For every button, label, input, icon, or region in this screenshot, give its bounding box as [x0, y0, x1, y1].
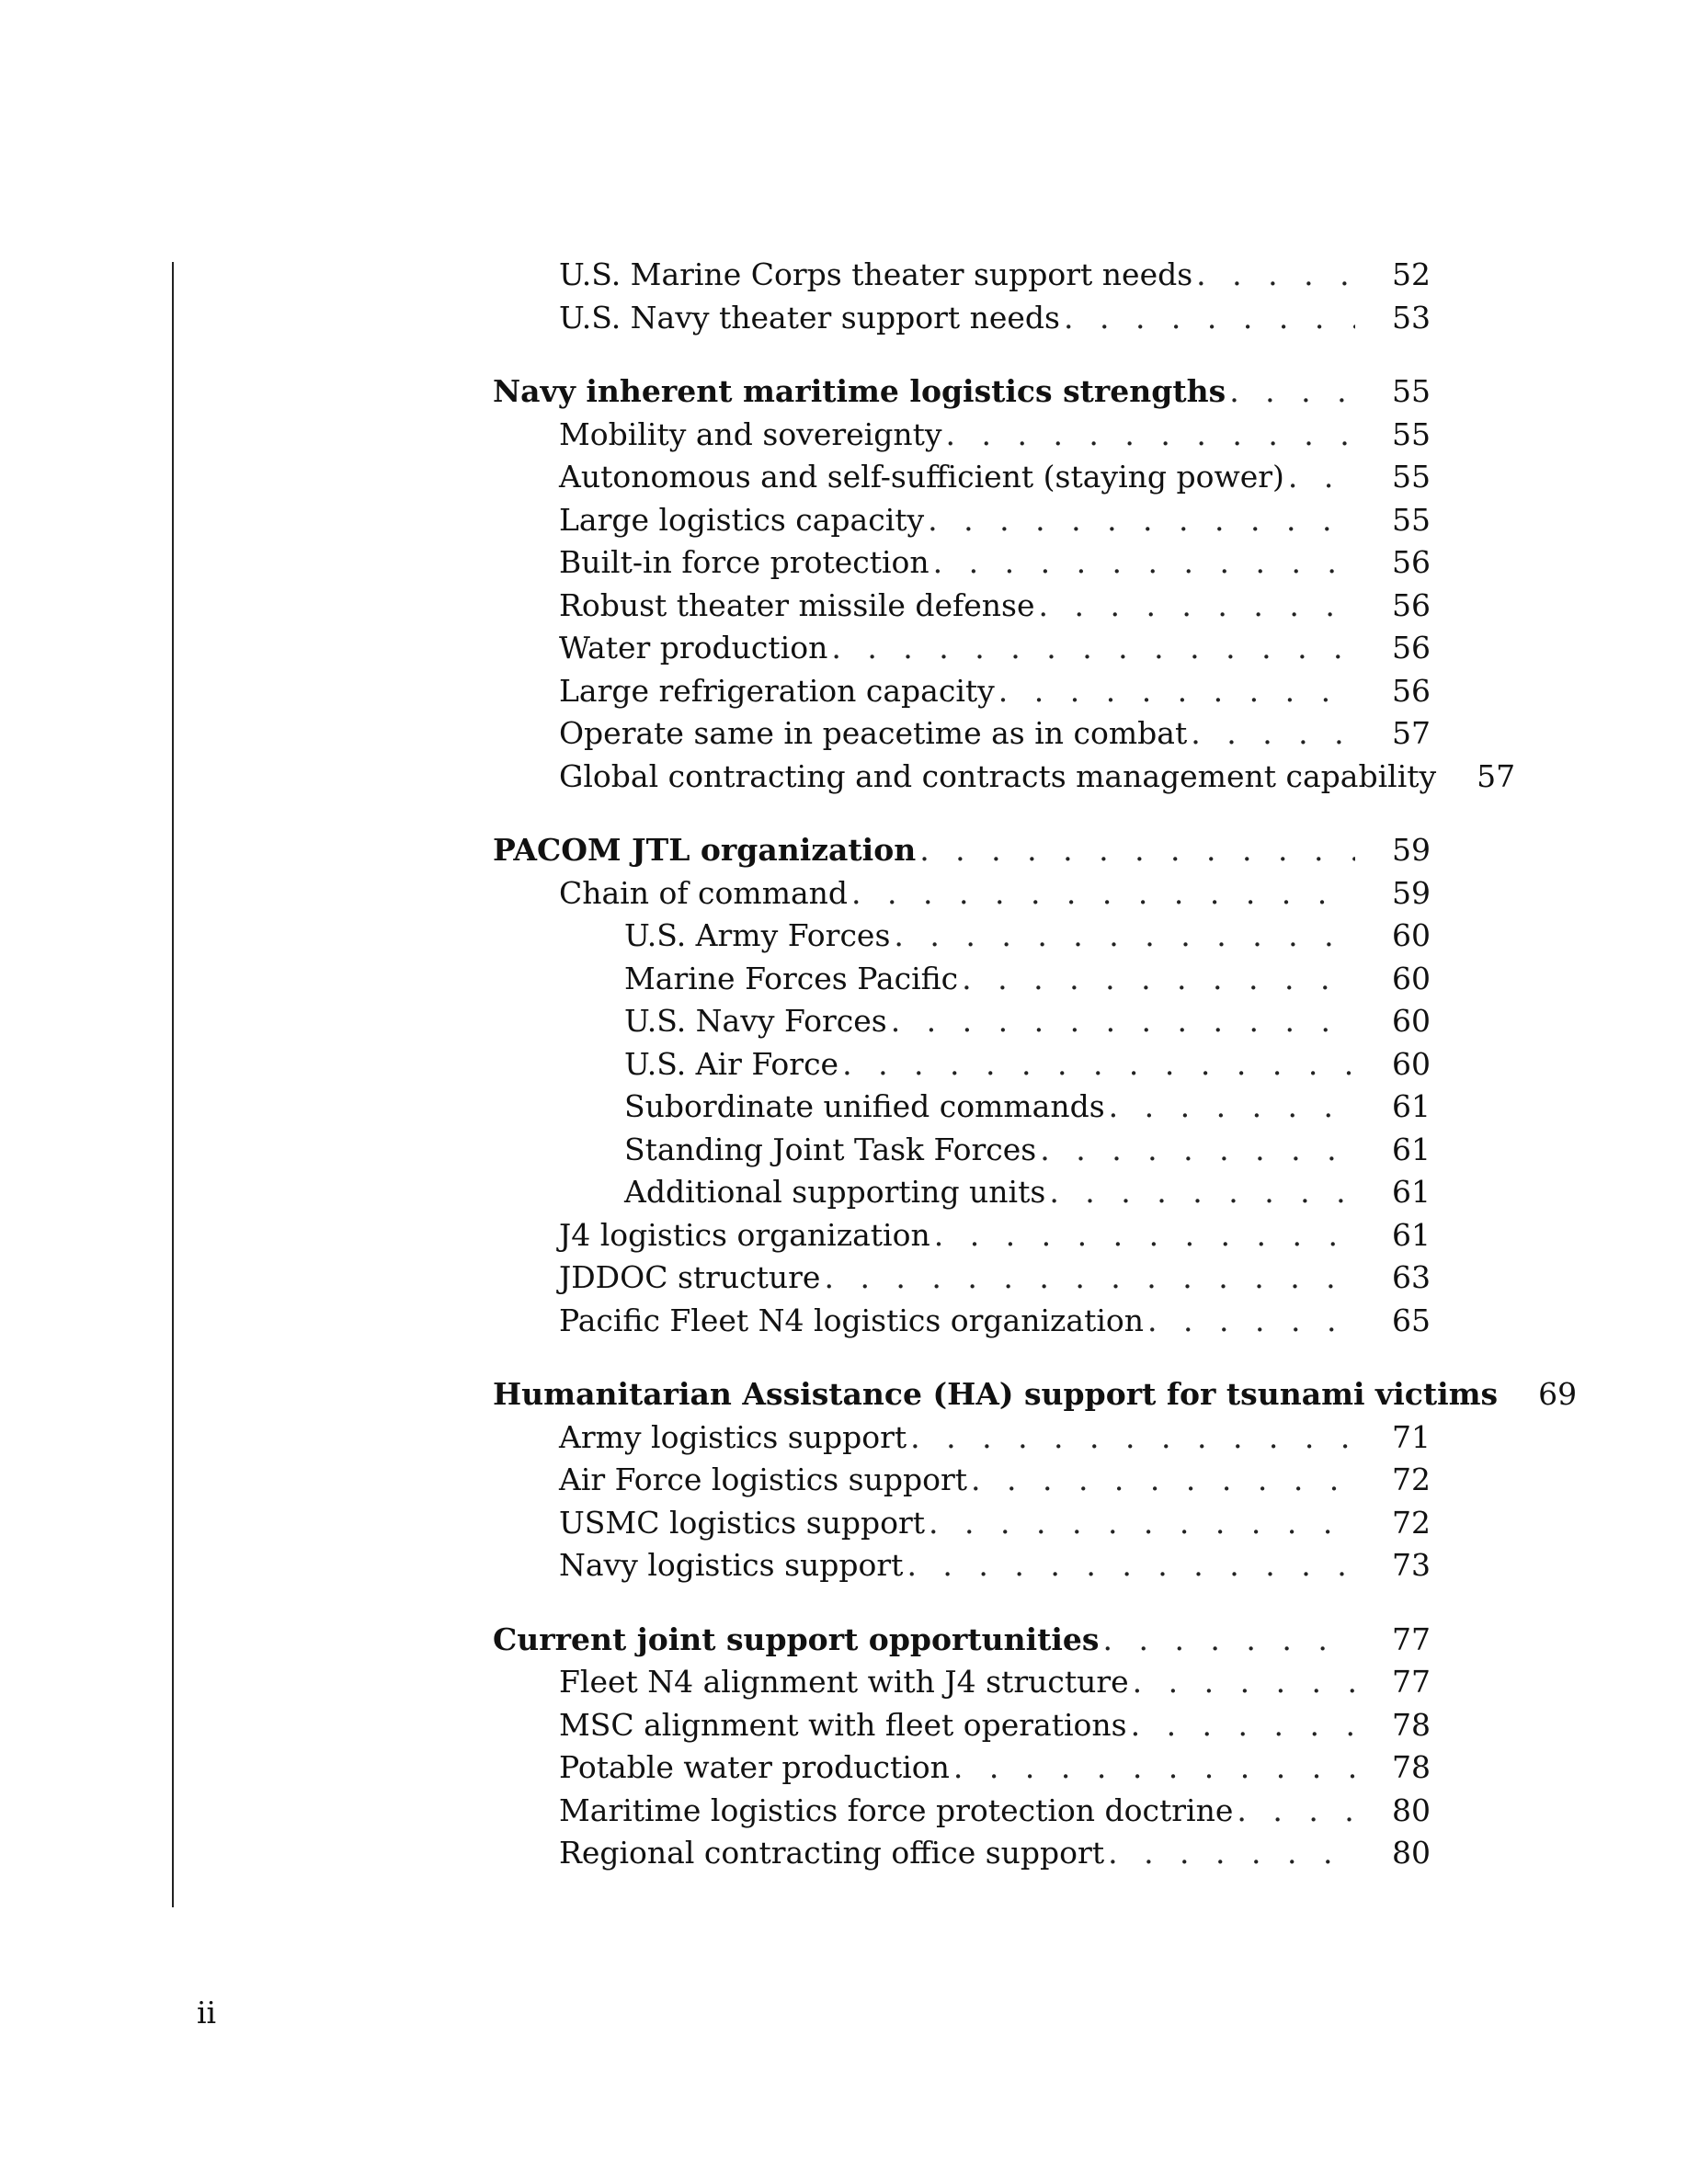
toc-entry[interactable]: [493, 499, 1431, 542]
toc-entry-title: U.S. Army Forces: [624, 917, 891, 953]
dot-leader: [1039, 585, 1355, 628]
toc-entry-title: Subordinate unified commands: [624, 1088, 1105, 1124]
toc-entry-title: Additional supporting units: [624, 1174, 1046, 1210]
section-gap: [493, 1587, 1431, 1619]
toc-entry[interactable]: [493, 1214, 1431, 1257]
toc-entry-title: J4 logistics organization: [559, 1216, 930, 1253]
toc-entry-title: Robust theater missile defense: [559, 586, 1035, 623]
toc-entry[interactable]: [493, 1746, 1431, 1790]
dot-leader: [1229, 370, 1355, 414]
dot-leader: [1108, 1832, 1355, 1875]
toc-entry-title: Large logistics capacity: [559, 501, 925, 538]
toc-entry-page-number: 55: [1392, 373, 1431, 409]
page-number-folio: ii: [197, 1995, 217, 2030]
toc-entry-page-number: 80: [1392, 1792, 1431, 1828]
toc-entry[interactable]: [493, 541, 1431, 585]
dot-leader: [1237, 1790, 1355, 1833]
toc-entry-page-number: 71: [1392, 1418, 1431, 1455]
dot-leader: [1064, 297, 1355, 340]
toc-entry[interactable]: [493, 297, 1431, 340]
toc-entry-page-number: 55: [1392, 415, 1431, 452]
dot-leader: [946, 414, 1356, 457]
toc-entry-page-number: 61: [1392, 1088, 1431, 1124]
toc-entry-page-number: 65: [1392, 1302, 1431, 1338]
toc-entry-page-number: 55: [1392, 459, 1431, 495]
toc-entry[interactable]: [493, 670, 1431, 713]
dot-leader: [929, 1502, 1355, 1545]
toc-entry[interactable]: [493, 958, 1431, 1001]
toc-entry-page-number: 60: [1392, 1003, 1431, 1039]
toc-entry-title: U.S. Marine Corps theater support needs: [559, 256, 1193, 292]
toc-entry-page-number: 77: [1392, 1664, 1431, 1700]
dot-leader: [971, 1459, 1355, 1502]
toc-entry[interactable]: [493, 1459, 1431, 1502]
toc-entry-title: Large refrigeration capacity: [559, 672, 995, 709]
toc-entry-page-number: 57: [1477, 757, 1516, 794]
toc-entry[interactable]: [493, 254, 1431, 297]
toc-entry[interactable]: [493, 585, 1431, 628]
toc-entry-page-number: 59: [1392, 874, 1431, 911]
toc-section-heading[interactable]: [493, 1619, 1431, 1662]
toc-entry-title: Maritime logistics force protection doctrine: [559, 1792, 1234, 1828]
toc-entry-title: Operate same in peacetime as in combat: [559, 715, 1188, 751]
toc-entry-title: Army logistics support: [559, 1418, 907, 1455]
dot-leader: [919, 829, 1355, 872]
toc-entry-page-number: 72: [1392, 1462, 1431, 1497]
toc-entry-page-number: 56: [1392, 544, 1431, 580]
dot-leader: [891, 1000, 1355, 1043]
section-gap: [493, 339, 1431, 370]
toc-entry[interactable]: [493, 915, 1431, 958]
toc-entry-page-number: 56: [1392, 586, 1431, 623]
dot-leader: [824, 1257, 1355, 1300]
toc-entry[interactable]: [493, 872, 1431, 916]
toc-entry-page-number: 63: [1392, 1259, 1431, 1295]
toc-entry-page-number: 78: [1392, 1706, 1431, 1743]
dot-leader: [1102, 1619, 1355, 1662]
toc-entry-title: Humanitarian Assistance (HA) support for tsunami victims: [493, 1376, 1499, 1412]
dot-leader: [928, 499, 1355, 542]
toc-entry[interactable]: [493, 1502, 1431, 1545]
dot-leader: [998, 670, 1355, 713]
dot-leader: [910, 1416, 1355, 1460]
toc-entry[interactable]: [493, 1171, 1431, 1214]
toc-entry-page-number: 80: [1392, 1835, 1431, 1871]
dot-leader: [1147, 1300, 1355, 1343]
toc-section-heading[interactable]: [493, 370, 1431, 414]
toc-entry-page-number: 56: [1392, 630, 1431, 665]
toc-entry[interactable]: [493, 712, 1431, 756]
toc-entry-page-number: 52: [1392, 256, 1431, 292]
toc-entry-page-number: 60: [1392, 917, 1431, 953]
toc-entry-page-number: 69: [1538, 1376, 1578, 1412]
toc-entry-title: Chain of command: [559, 874, 849, 911]
toc-entry[interactable]: [493, 1416, 1431, 1460]
toc-entry-page-number: 57: [1392, 715, 1431, 751]
dot-leader: [953, 1746, 1355, 1790]
toc-entry-page-number: 56: [1392, 672, 1431, 709]
toc-entry-title: JDDOC structure: [559, 1259, 821, 1295]
toc-entry-page-number: 53: [1392, 299, 1431, 336]
toc-entry-title: Standing Joint Task Forces: [624, 1131, 1037, 1167]
dot-leader: [1131, 1704, 1355, 1747]
dot-leader: [831, 627, 1355, 670]
dot-leader: [934, 1214, 1355, 1257]
dot-leader: [851, 872, 1355, 916]
toc-entry[interactable]: [493, 627, 1431, 670]
toc-entry-title: Water production: [559, 630, 828, 665]
dot-leader: [1040, 1129, 1355, 1172]
toc-entry-title: Pacific Fleet N4 logistics organization: [559, 1302, 1145, 1338]
toc-entry-title: U.S. Air Force: [624, 1045, 839, 1082]
toc-entry-page-number: 59: [1392, 832, 1431, 868]
toc-entry[interactable]: [493, 1544, 1431, 1587]
dot-leader: [842, 1043, 1355, 1086]
toc-entry[interactable]: [493, 1129, 1431, 1172]
toc-entry-page-number: 72: [1392, 1504, 1431, 1541]
toc-entry[interactable]: [493, 1086, 1431, 1129]
toc-section-heading[interactable]: [493, 1373, 1578, 1416]
toc-entry-page-number: 60: [1392, 960, 1431, 996]
toc-entry[interactable]: [493, 1000, 1431, 1043]
toc-entry-page-number: 61: [1392, 1216, 1431, 1253]
toc-entry-page-number: 77: [1392, 1621, 1431, 1657]
toc-entry-page-number: 60: [1392, 1045, 1431, 1082]
dot-leader: [1049, 1171, 1355, 1214]
toc-entry-title: Autonomous and self-sufficient (staying power): [559, 459, 1284, 495]
toc-entry-title: Mobility and sovereignty: [559, 415, 942, 452]
toc-entry-page-number: 73: [1392, 1547, 1431, 1583]
toc-entry-title: PACOM JTL organization: [493, 832, 917, 868]
toc-section-heading[interactable]: [493, 829, 1431, 872]
toc-entry-title: Fleet N4 alignment with J4 structure: [559, 1664, 1129, 1700]
section-gap: [493, 1342, 1431, 1373]
toc-entry-page-number: 61: [1392, 1131, 1431, 1167]
dot-leader: [1288, 456, 1355, 499]
toc-entry[interactable]: [493, 1832, 1431, 1875]
table-of-contents: [493, 254, 1578, 1875]
toc-entry-title: Regional contracting office support: [559, 1835, 1105, 1871]
toc-entry-title: Potable water production: [559, 1749, 950, 1785]
toc-entry[interactable]: [493, 1257, 1431, 1300]
section-gap: [493, 798, 1431, 829]
toc-entry[interactable]: [493, 456, 1431, 499]
toc-entry[interactable]: [493, 414, 1431, 457]
toc-entry-title: Marine Forces Pacific: [624, 960, 959, 996]
toc-entry[interactable]: [493, 1300, 1431, 1343]
toc-entry[interactable]: [493, 756, 1516, 799]
toc-entry-page-number: 61: [1392, 1174, 1431, 1210]
dot-leader: [1196, 254, 1355, 297]
dot-leader: [933, 541, 1355, 585]
toc-entry-page-number: 55: [1392, 501, 1431, 538]
toc-entry-title: Global contracting and contracts management capability: [559, 757, 1437, 794]
dot-leader: [907, 1544, 1355, 1587]
toc-entry-title: Navy inherent maritime logistics strengths: [493, 373, 1226, 409]
dot-leader: [1109, 1086, 1355, 1129]
toc-entry-title: Air Force logistics support: [559, 1462, 967, 1497]
toc-entry-title: USMC logistics support: [559, 1504, 926, 1541]
toc-entry[interactable]: [493, 1790, 1431, 1833]
toc-entry-title: Current joint support opportunities: [493, 1621, 1100, 1657]
dot-leader: [894, 915, 1355, 958]
toc-entry-title: U.S. Navy Forces: [624, 1003, 887, 1039]
dot-leader: [1133, 1661, 1355, 1704]
dot-leader: [1191, 712, 1355, 756]
toc-entry[interactable]: [493, 1043, 1431, 1086]
margin-rule: [172, 262, 174, 1907]
toc-entry-title: Navy logistics support: [559, 1547, 904, 1583]
toc-entry-title: Built-in force protection: [559, 544, 930, 580]
toc-entry-title: MSC alignment with fleet operations: [559, 1706, 1127, 1743]
toc-entry-page-number: 78: [1392, 1749, 1431, 1785]
toc-entry[interactable]: [493, 1704, 1431, 1747]
toc-entry-title: U.S. Navy theater support needs: [559, 299, 1060, 336]
toc-entry[interactable]: [493, 1661, 1431, 1704]
dot-leader: [962, 958, 1355, 1001]
